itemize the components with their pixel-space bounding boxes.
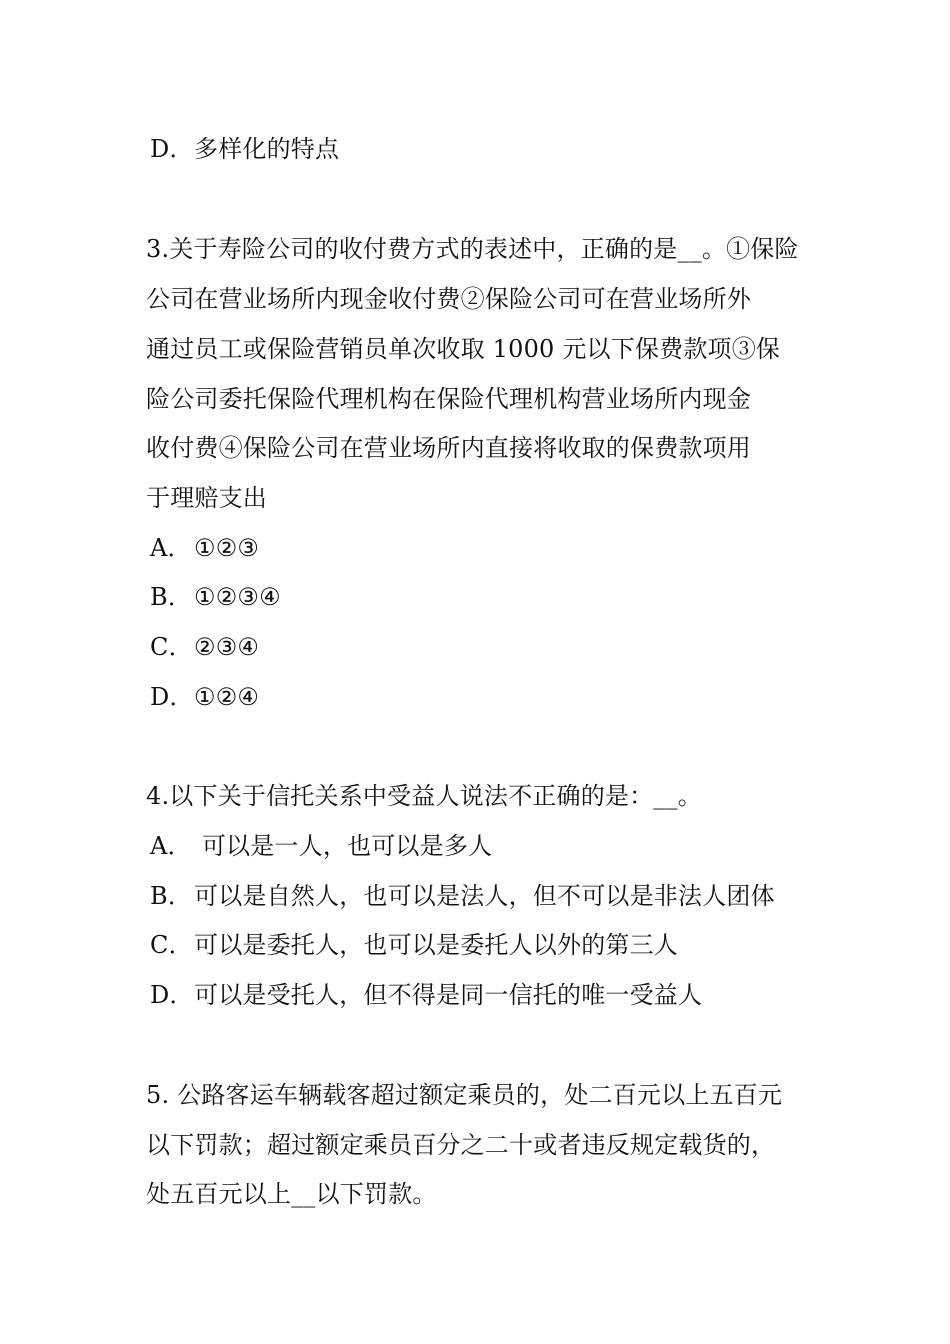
q5-stem-line-3: 处五百元以上__以下罚款。	[146, 1180, 437, 1208]
option-text: 可以是自然人，也可以是法人，但不可以是非法人团体	[194, 882, 775, 910]
q5-stem-line-1: 5. 公路客运车辆载客超过额定乘员的，处二百元以上五百元	[146, 1081, 783, 1109]
option-label: D．	[150, 981, 194, 1009]
option-label: B．	[150, 882, 193, 910]
option-text: ①②③	[194, 534, 260, 562]
option-text: ①②④	[194, 683, 260, 711]
option-label: A．	[150, 832, 192, 860]
q4-option-b	[150, 880, 775, 912]
q4-option-a	[150, 830, 492, 862]
option-label: D．	[150, 135, 194, 163]
q3-stem-line-4: 险公司委托保险代理机构在保险代理机构营业场所内现金	[146, 385, 751, 413]
q4-stem-line-1: 4.以下关于信托关系中受益人说法不正确的是：__。	[146, 782, 702, 810]
q3-option-c	[150, 631, 259, 663]
option-label: D．	[150, 683, 194, 711]
option-label: C．	[150, 931, 193, 959]
q3-option-d	[150, 681, 259, 713]
option-text: 多样化的特点	[194, 135, 340, 163]
option-text: 可以是一人，也可以是多人	[194, 832, 493, 860]
q4-option-d	[150, 979, 702, 1011]
option-label: A．	[150, 534, 192, 562]
q4-option-c	[150, 929, 678, 961]
q3-option-b	[150, 581, 281, 613]
q5-stem-line-2: 以下罚款；超过额定乘员百分之二十或者违反规定载货的，	[146, 1131, 776, 1159]
q3-stem-line-3: 通过员工或保险营销员单次收取 1000 元以下保费款项③保	[146, 335, 781, 363]
q3-option-a	[150, 532, 259, 564]
q2-option-d	[150, 133, 339, 165]
q3-stem-line-6: 于理赔支出	[146, 484, 267, 512]
q3-stem-line-2: 公司在营业场所内现金收付费②保险公司可在营业场所外	[146, 285, 751, 313]
option-label: B．	[150, 583, 193, 611]
option-label: C．	[150, 633, 193, 661]
option-text: 可以是委托人，也可以是委托人以外的第三人	[194, 931, 678, 959]
option-text: ①②③④	[194, 583, 281, 611]
q3-stem-line-5: 收付费④保险公司在营业场所内直接将收取的保费款项用	[146, 434, 751, 462]
option-text: 可以是受托人，但不得是同一信托的唯一受益人	[194, 981, 703, 1009]
q3-stem-line-1: 3.关于寿险公司的收付费方式的表述中，正确的是__。①保险	[146, 235, 799, 263]
option-text: ②③④	[194, 633, 260, 661]
